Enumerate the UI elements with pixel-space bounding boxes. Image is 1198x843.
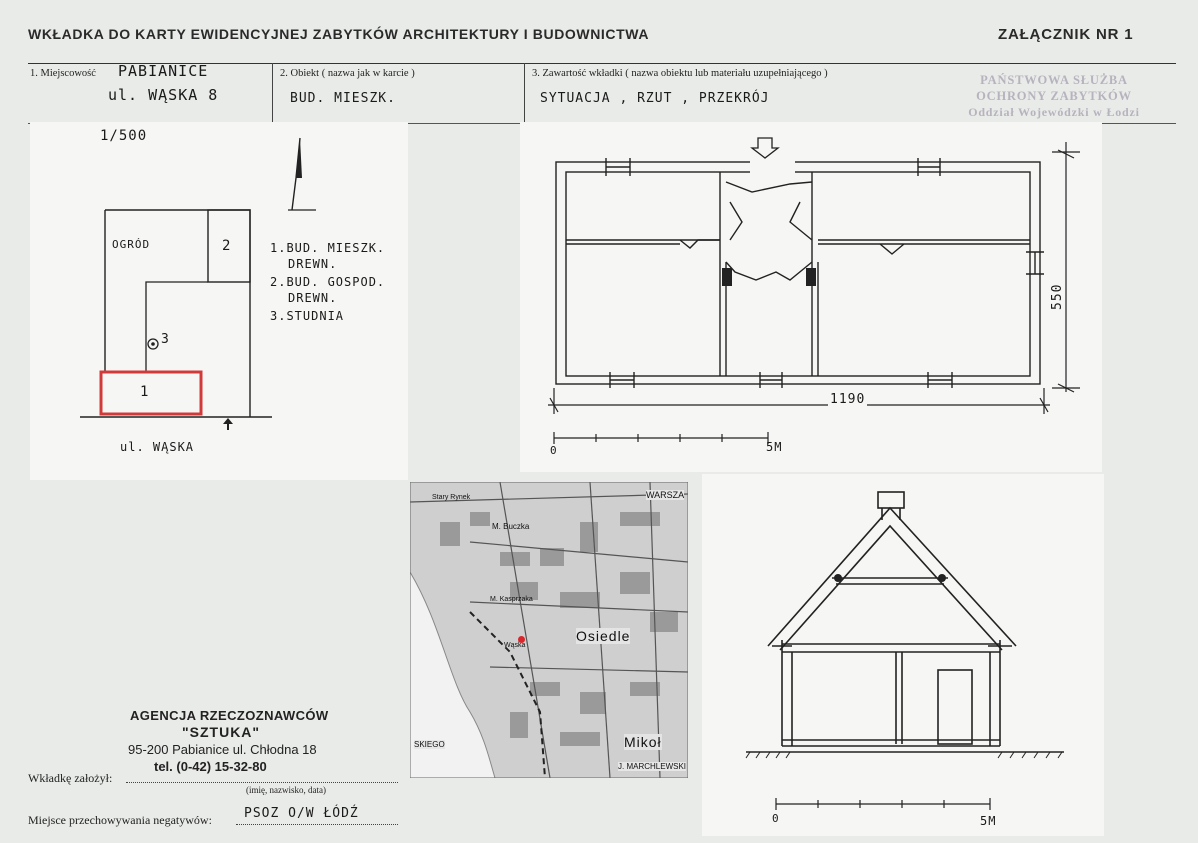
annex-number: ZAŁĄCZNIK NR 1 xyxy=(998,26,1134,43)
legend-item-1: 1.BUD. MIESZK. DREWN. xyxy=(270,241,386,271)
content-label: 3. Zawartość wkładki ( nazwa obiektu lub materiału uzupełniającego ) xyxy=(532,68,828,79)
negatives-line xyxy=(236,824,398,825)
stamp-line-2: OCHRONY ZABYTKÓW xyxy=(976,89,1132,103)
floor-plan-panel xyxy=(520,122,1102,472)
location-map xyxy=(410,482,688,778)
founded-hint: (imię, nazwisko, data) xyxy=(246,785,326,795)
garden-label: OGRÓD xyxy=(112,238,151,251)
building-2-label: 2 xyxy=(222,238,232,254)
map-label-miko: Mikoł xyxy=(624,734,662,750)
legend-item-3: 3.STUDNIA xyxy=(270,309,345,323)
width-dimension: 1190 xyxy=(830,392,866,407)
content-value: SYTUACJA , RZUT , PRZEKRÓJ xyxy=(540,91,770,106)
agency-quoted-name: "SZTUKA" xyxy=(182,724,261,740)
map-label-waska: Wąska xyxy=(504,642,526,649)
field-divider-1 xyxy=(272,63,273,123)
plan-scale-start: 0 xyxy=(550,444,558,457)
locality-label: 1. Miejscowość xyxy=(30,68,96,79)
map-label-kasprzaka: M. Kasprzaka xyxy=(490,596,533,603)
section-scale-start: 0 xyxy=(772,812,780,825)
stamp-line-1: PAŃSTWOWA SŁUŻBA xyxy=(980,73,1128,87)
section-panel xyxy=(702,474,1104,836)
map-label-warsza: WARSZA xyxy=(646,490,685,500)
form-title: WKŁADKA DO KARTY EWIDENCYJNEJ ZABYTKÓW ARCHITEKTURY I BUDOWNICTWA xyxy=(28,26,650,42)
well-label: 3 xyxy=(161,332,170,347)
section-drawing xyxy=(702,474,1104,836)
floor-plan-drawing xyxy=(520,122,1102,472)
office-stamp xyxy=(936,72,1172,120)
map-label-stary-rynek: Stary Rynek xyxy=(432,494,471,501)
map-label-osiedle: Osiedle xyxy=(576,628,631,644)
field-divider-2 xyxy=(524,63,525,123)
section-scale-end: 5M xyxy=(980,814,997,828)
map-label-skiego: SKIEGO xyxy=(414,740,445,749)
site-legend xyxy=(270,240,385,324)
founded-label: Wkładkę założył: xyxy=(28,771,113,785)
map-label-marchlewski: J. MARCHLEWSKI xyxy=(618,762,687,771)
site-scale: 1/500 xyxy=(100,128,148,144)
legend-item-2: 2.BUD. GOSPOD. DREWN. xyxy=(270,275,386,305)
stamp-line-3: Oddział Wojewódzki w Łodzi xyxy=(968,105,1140,119)
object-value: BUD. MIESZK. xyxy=(290,91,396,106)
locality-value: PABIANICE xyxy=(118,62,209,80)
object-label: 2. Obiekt ( nazwa jak w karcie ) xyxy=(280,68,415,79)
negatives-value: PSOZ O/W ŁÓDŹ xyxy=(244,806,359,821)
building-1-label: 1 xyxy=(140,384,150,400)
agency-address: 95-200 Pabianice ul. Chłodna 18 xyxy=(128,742,317,757)
depth-dimension: 550 xyxy=(1050,283,1065,310)
negatives-label: Miejsce przechowywania negatywów: xyxy=(28,813,212,827)
agency-name: AGENCJA RZECZOZNAWCÓW xyxy=(130,708,329,723)
founded-line xyxy=(126,782,398,783)
street-label: ul. WĄSKA xyxy=(120,440,195,454)
site-plan-panel xyxy=(30,122,408,480)
address-value: ul. WĄSKA 8 xyxy=(108,86,219,104)
map-label-buczka: M. Buczka xyxy=(492,522,530,531)
plan-scale-end: 5M xyxy=(766,440,783,454)
agency-phone: tel. (0-42) 15-32-80 xyxy=(154,759,267,774)
